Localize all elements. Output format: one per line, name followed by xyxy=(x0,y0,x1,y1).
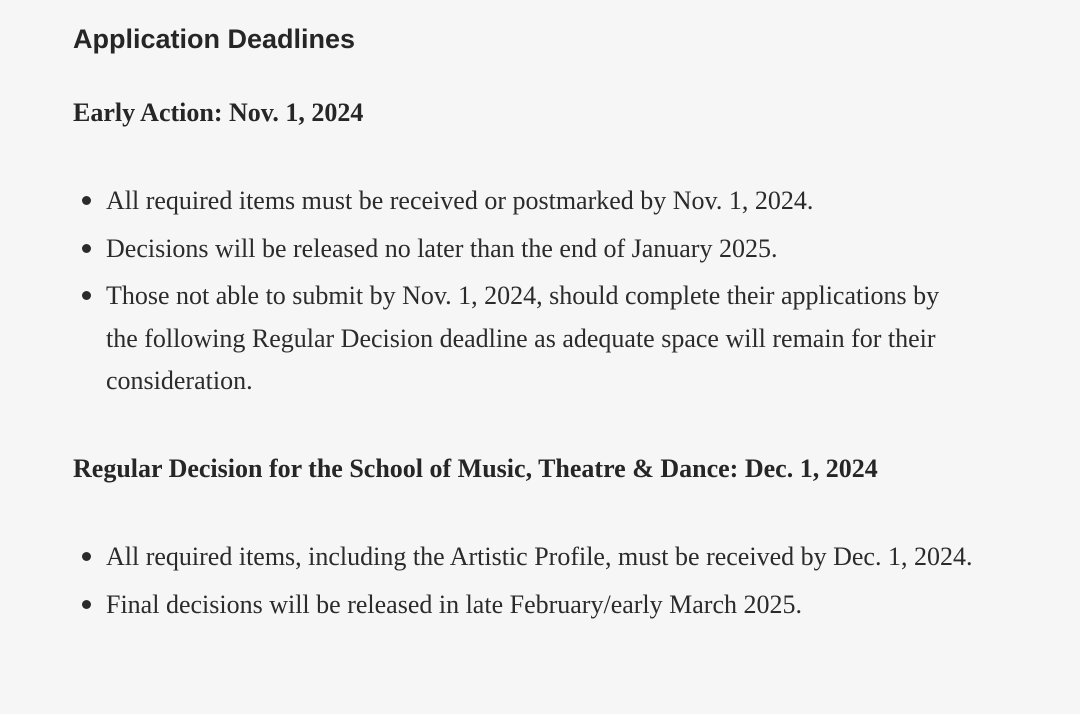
bullet-icon xyxy=(82,600,91,609)
bullet-icon xyxy=(82,196,91,205)
list-item xyxy=(73,180,973,223)
bullet-icon xyxy=(82,552,91,561)
list-item xyxy=(73,584,973,627)
list-item-text: Those not able to submit by Nov. 1, 2024, should complete their applications by the following Regular Decision deadline as adequate space will remain for their consideration. xyxy=(106,281,940,395)
list-item-text: Final decisions will be released in late February/early March 2025. xyxy=(106,589,803,619)
bullet-icon xyxy=(82,244,91,253)
bullet-icon xyxy=(82,291,91,300)
list-item-text: All required items, including the Artistic Profile, must be received by Dec. 1, 2024. xyxy=(106,542,973,571)
list-item xyxy=(73,275,973,403)
regular-decision-list xyxy=(73,536,973,631)
page-title: Application Deadlines xyxy=(73,24,356,54)
list-item xyxy=(73,228,973,271)
list-item-text: Decisions will be released no later than the end of January 2025. xyxy=(106,233,778,263)
section-heading-regular-decision: Regular Decision for the School of Music, Theatre & Dance: Dec. 1, 2024 xyxy=(73,454,878,483)
list-item-text: All required items must be received or postmarked by Nov. 1, 2024. xyxy=(106,186,814,215)
list-item xyxy=(73,536,973,579)
section-heading-early-action: Early Action: Nov. 1, 2024 xyxy=(73,98,364,127)
early-action-list xyxy=(73,180,973,408)
